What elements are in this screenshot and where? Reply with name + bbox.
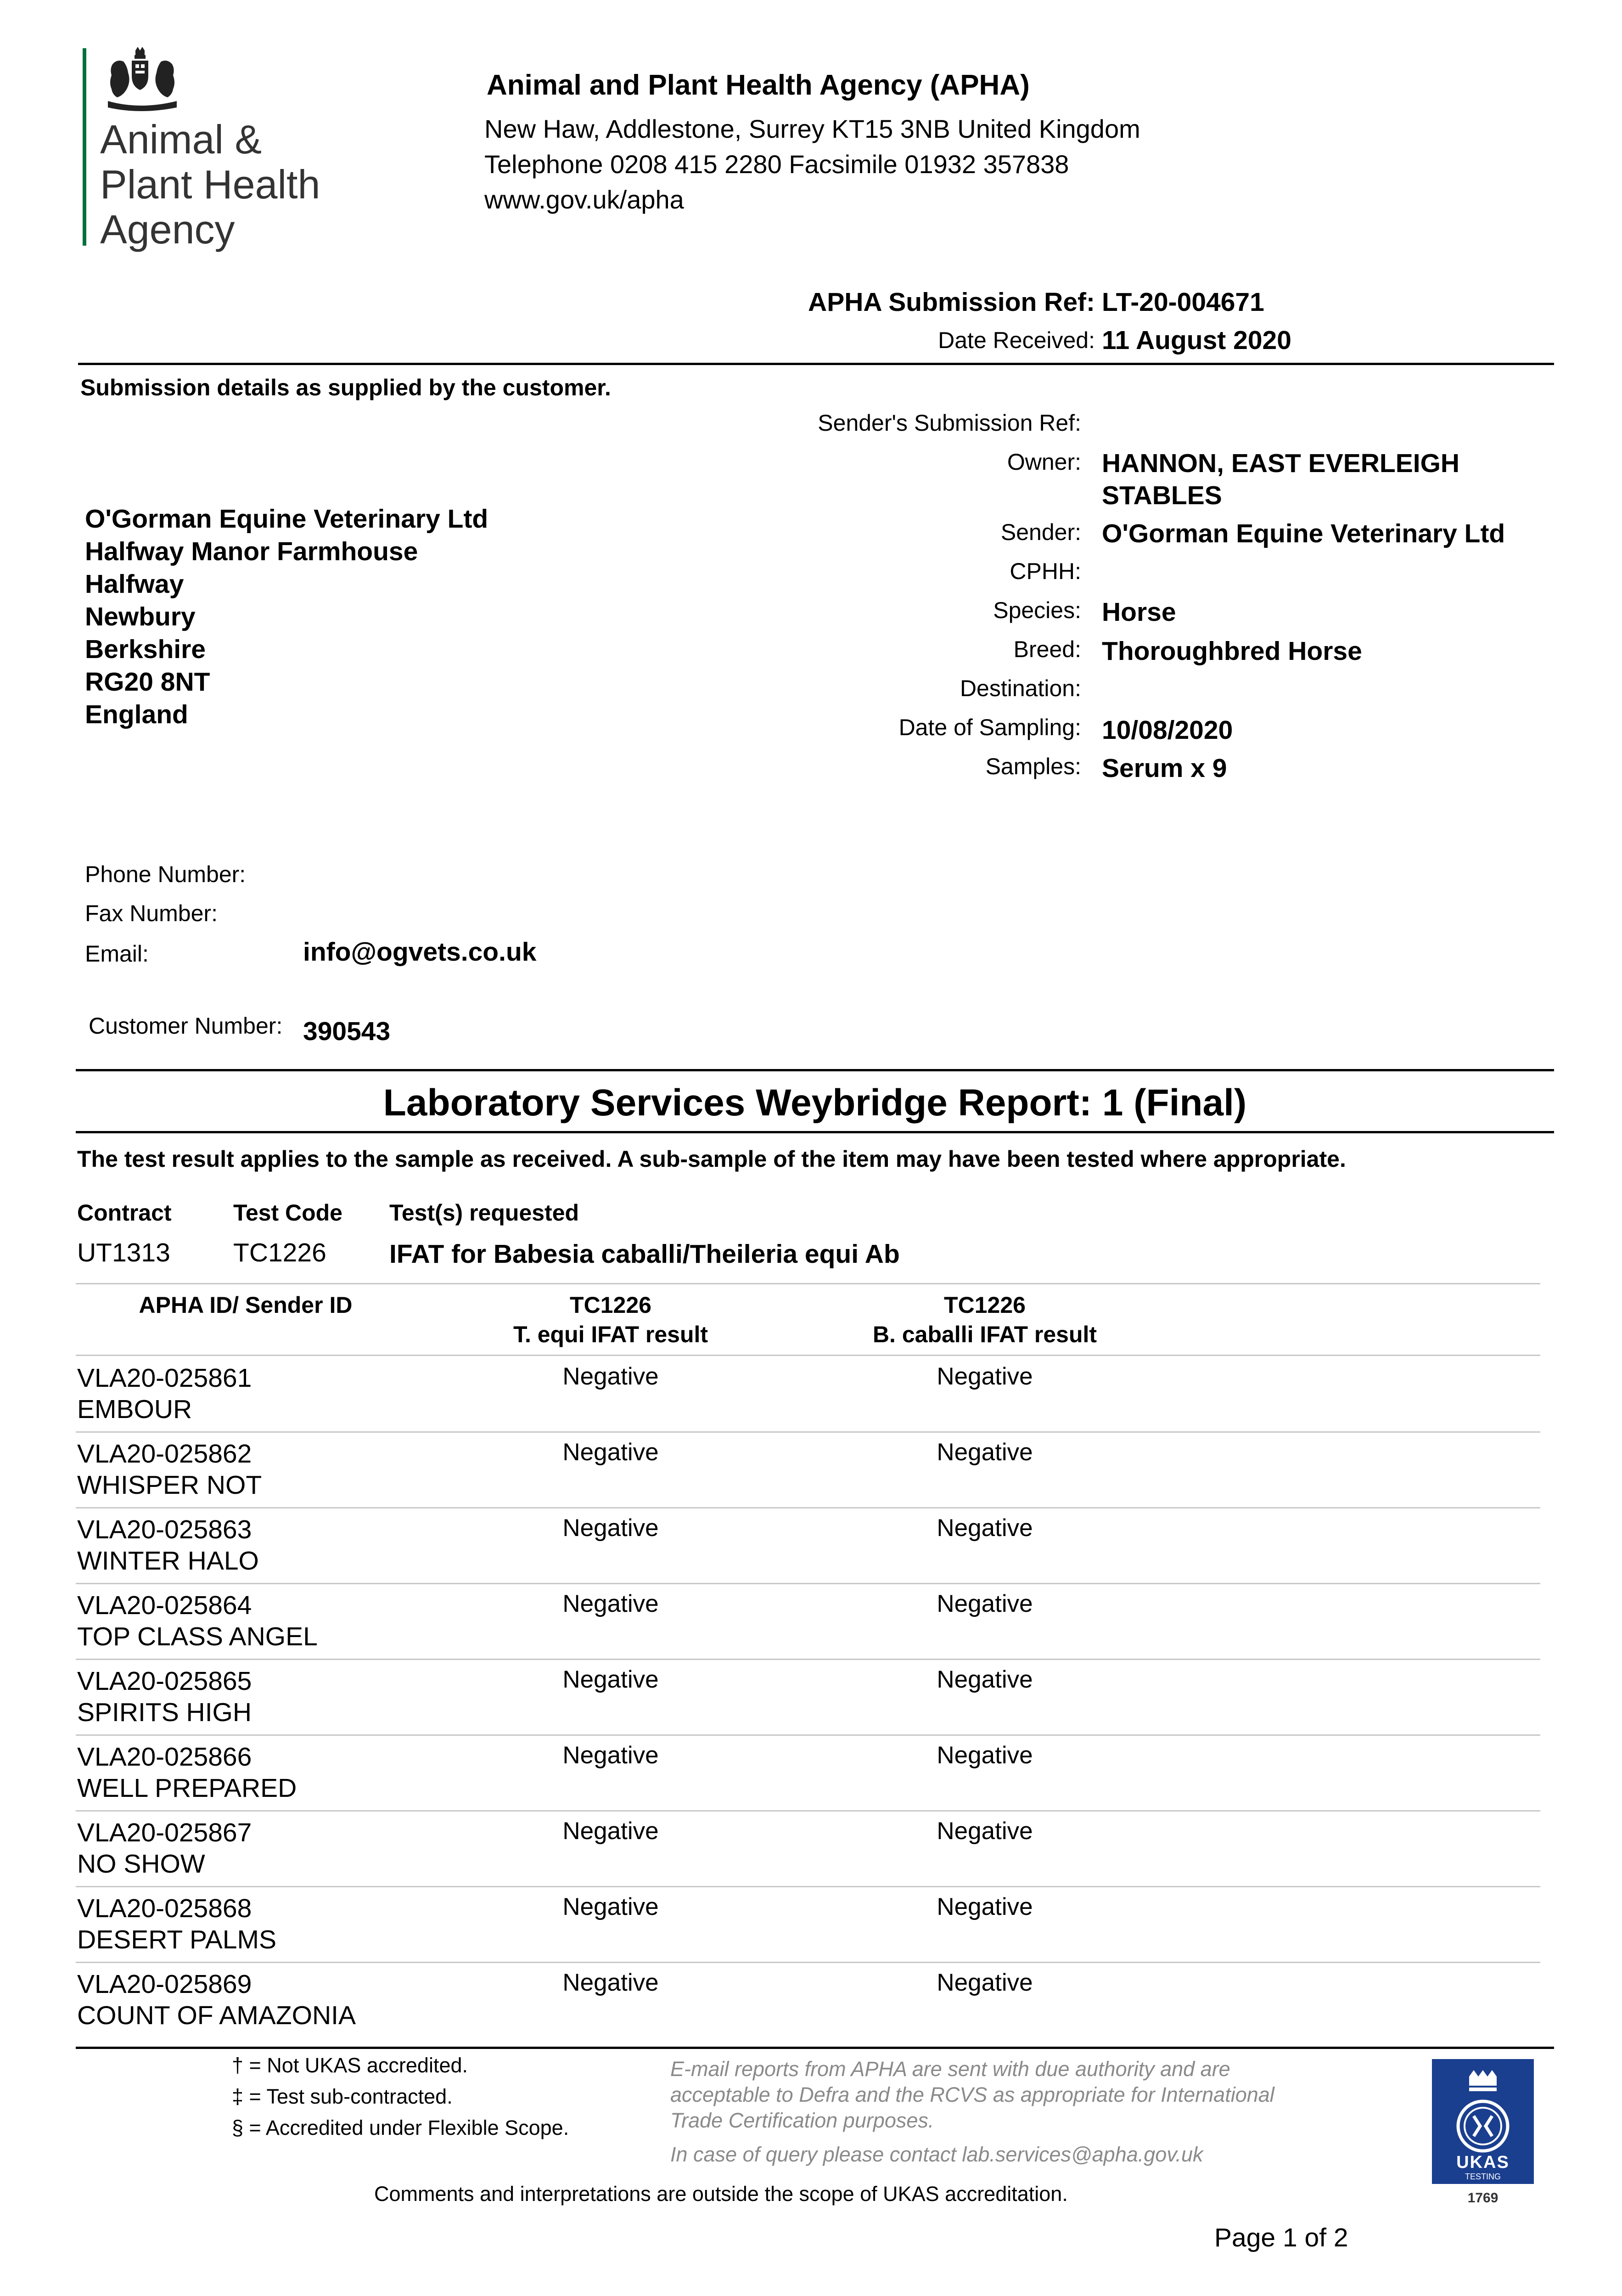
result-sample-id [77,1666,252,1728]
sender-value: O'Gorman Equine Veterinary Ltd [1102,519,1505,548]
tests-requested-value: IFAT for Babesia caballi/Theileria equi Ab [389,1239,900,1269]
address-line: Halfway Manor Farmhouse [85,537,418,566]
query-note: In case of query please contact lab.services@apha.gov.uk [670,2143,1203,2166]
test-code-header: Test Code [233,1200,342,1226]
logo-text-line1: Animal & [100,117,262,162]
email-note-line2: acceptable to Defra and the RCVS as appropriate for International [670,2083,1274,2106]
email-note-line1: E-mail reports from APHA are sent with due authority and are [670,2057,1230,2081]
col-header-bcaballi-name: B. caballi IFAT result [872,1322,1097,1347]
email-label: Email: [85,941,149,967]
result-tequi: Negative [562,1590,659,1617]
report-title: Laboratory Services Weybridge Report: 1 (Final) [383,1082,1247,1124]
result-bcaballi: Negative [937,1742,1033,1769]
divider-report-top [76,1069,1554,1071]
row-divider [76,1507,1540,1508]
result-tequi: Negative [562,1363,659,1390]
contract-header: Contract [77,1200,172,1226]
result-bcaballi: Negative [937,1969,1033,1996]
apha-id: VLA20-025864 [77,1591,252,1620]
contract-value: UT1313 [77,1238,170,1267]
owner-value-line2: STABLES [1102,481,1222,510]
sender-id: DESERT PALMS [77,1925,276,1954]
date-received-value: 11 August 2020 [1102,326,1291,355]
result-tequi: Negative [562,1969,659,1996]
result-sample-id [77,1741,297,1804]
result-bcaballi: Negative [937,1363,1033,1390]
sender-ref-label: Sender's Submission Ref: [818,410,1081,436]
species-value: Horse [1102,597,1176,627]
ukas-crown-icon [1430,2057,1536,2209]
ukas-testing-label: TESTING [1465,2172,1501,2181]
col-header-id: APHA ID/ Sender ID [139,1292,353,1318]
col-header-tequi-name: T. equi IFAT result [513,1322,708,1347]
samples-label: Samples: [985,754,1081,779]
samples-value: Serum x 9 [1102,754,1227,783]
sender-id: EMBOUR [77,1395,192,1424]
apha-id: VLA20-025865 [77,1666,252,1696]
test-code-value: TC1226 [233,1238,326,1267]
submission-ref-value: LT-20-004671 [1102,287,1264,317]
fax-label: Fax Number: [85,900,218,926]
result-bcaballi: Negative [937,1590,1033,1617]
row-divider [76,1734,1540,1736]
result-tequi: Negative [562,1818,659,1845]
key-flexible-scope: § = Accredited under Flexible Scope. [232,2116,569,2139]
submission-ref-label: APHA Submission Ref: [808,287,1095,317]
page-number: Page 1 of 2 [1214,2223,1348,2252]
ukas-comments-note: Comments and interpretations are outside the scope of UKAS accreditation. [374,2182,1068,2206]
divider-report-bottom [76,1131,1554,1133]
result-sample-id [77,1514,259,1576]
owner-value-line1: HANNON, EAST EVERLEIGH [1102,449,1460,478]
sender-id: NO SHOW [77,1849,205,1879]
result-tequi: Negative [562,1666,659,1693]
apha-id: VLA20-025868 [77,1894,252,1923]
email-note-line3: Trade Certification purposes. [670,2109,934,2132]
divider-footer [76,2047,1554,2049]
logo-green-bar [83,48,86,246]
result-bcaballi: Negative [937,1514,1033,1542]
address-line: O'Gorman Equine Veterinary Ltd [85,504,488,534]
apha-id: VLA20-025867 [77,1818,252,1847]
ukas-number: 1769 [1467,2190,1499,2206]
sender-id: WELL PREPARED [77,1773,297,1803]
row-divider [76,1962,1540,1963]
divider-top [78,363,1554,365]
date-received-label: Date Received: [938,327,1095,353]
key-not-accredited: † = Not UKAS accredited. [232,2054,468,2077]
sender-id: COUNT OF AMAZONIA [77,2001,356,2030]
result-bcaballi: Negative [937,1818,1033,1845]
customer-address [85,503,488,731]
result-sample-id [77,1362,252,1425]
cphh-label: CPHH: [1010,558,1081,584]
result-sample-id [77,1893,276,1955]
ukas-badge [1430,2057,1536,2209]
key-subcontracted: ‡ = Test sub-contracted. [232,2085,453,2108]
email-value[interactable]: info@ogvets.co.uk [303,937,537,967]
owner-label: Owner: [1007,449,1081,475]
agency-phone: Telephone 0208 415 2280 Facsimile 01932 357838 [484,150,1069,179]
result-sample-id [77,1438,262,1501]
apha-id: VLA20-025869 [77,1970,252,1999]
ukas-label: UKAS [1456,2153,1510,2172]
agency-address: New Haw, Addlestone, Surrey KT15 3NB United Kingdom [484,114,1140,143]
logo-text-line3: Agency [100,207,235,252]
agency-title: Animal and Plant Health Agency (APHA) [487,69,1030,101]
result-tequi: Negative [562,1742,659,1769]
tests-requested-header: Test(s) requested [389,1200,579,1226]
row-divider [76,1583,1540,1584]
sampling-date-value: 10/08/2020 [1102,715,1233,745]
result-sample-id [77,1969,356,2031]
species-label: Species: [993,597,1081,623]
address-line: Newbury [85,602,196,631]
applies-note: The test result applies to the sample as received. A sub-sample of the item may have been tested where appropriate. [77,1146,1346,1172]
phone-label: Phone Number: [85,861,246,887]
result-bcaballi: Negative [937,1893,1033,1920]
result-sample-id [77,1590,318,1652]
apha-id: VLA20-025861 [77,1363,252,1393]
submission-note: Submission details as supplied by the customer. [80,375,611,400]
breed-value: Thoroughbred Horse [1102,636,1362,666]
result-bcaballi: Negative [937,1666,1033,1693]
row-divider [76,1886,1540,1887]
customer-number-label: Customer Number: [89,1013,283,1039]
destination-label: Destination: [960,675,1081,701]
result-tequi: Negative [562,1439,659,1466]
sender-id: WINTER HALO [77,1546,259,1576]
address-line: RG20 8NT [85,667,210,697]
col-header-tequi [427,1290,794,1349]
row-divider [76,1810,1540,1812]
address-line: England [85,700,188,729]
sender-id: TOP CLASS ANGEL [77,1622,318,1651]
col-header-bcaballi [801,1290,1168,1349]
result-tequi: Negative [562,1893,659,1920]
royal-coat-of-arms-icon [99,46,186,115]
result-sample-id [77,1817,252,1880]
sender-id: SPIRITS HIGH [77,1698,252,1727]
col-header-tequi-code: TC1226 [570,1292,651,1318]
table-header-rule [76,1355,1540,1356]
col-header-bcaballi-code: TC1226 [944,1292,1026,1318]
address-line: Halfway [85,569,184,599]
result-bcaballi: Negative [937,1439,1033,1466]
logo-text-line2: Plant Health [100,162,320,207]
sampling-date-label: Date of Sampling: [898,715,1081,740]
address-line: Berkshire [85,635,206,664]
agency-website[interactable]: www.gov.uk/apha [484,185,684,214]
table-top-rule [76,1283,1540,1284]
row-divider [76,1659,1540,1660]
apha-id: VLA20-025866 [77,1742,252,1772]
breed-label: Breed: [1013,636,1081,662]
apha-id: VLA20-025863 [77,1515,252,1544]
sender-label: Sender: [1000,519,1081,545]
apha-id: VLA20-025862 [77,1439,252,1469]
row-divider [76,1431,1540,1433]
customer-number-value: 390543 [303,1017,391,1046]
result-tequi: Negative [562,1514,659,1542]
sender-id: WHISPER NOT [77,1470,262,1500]
